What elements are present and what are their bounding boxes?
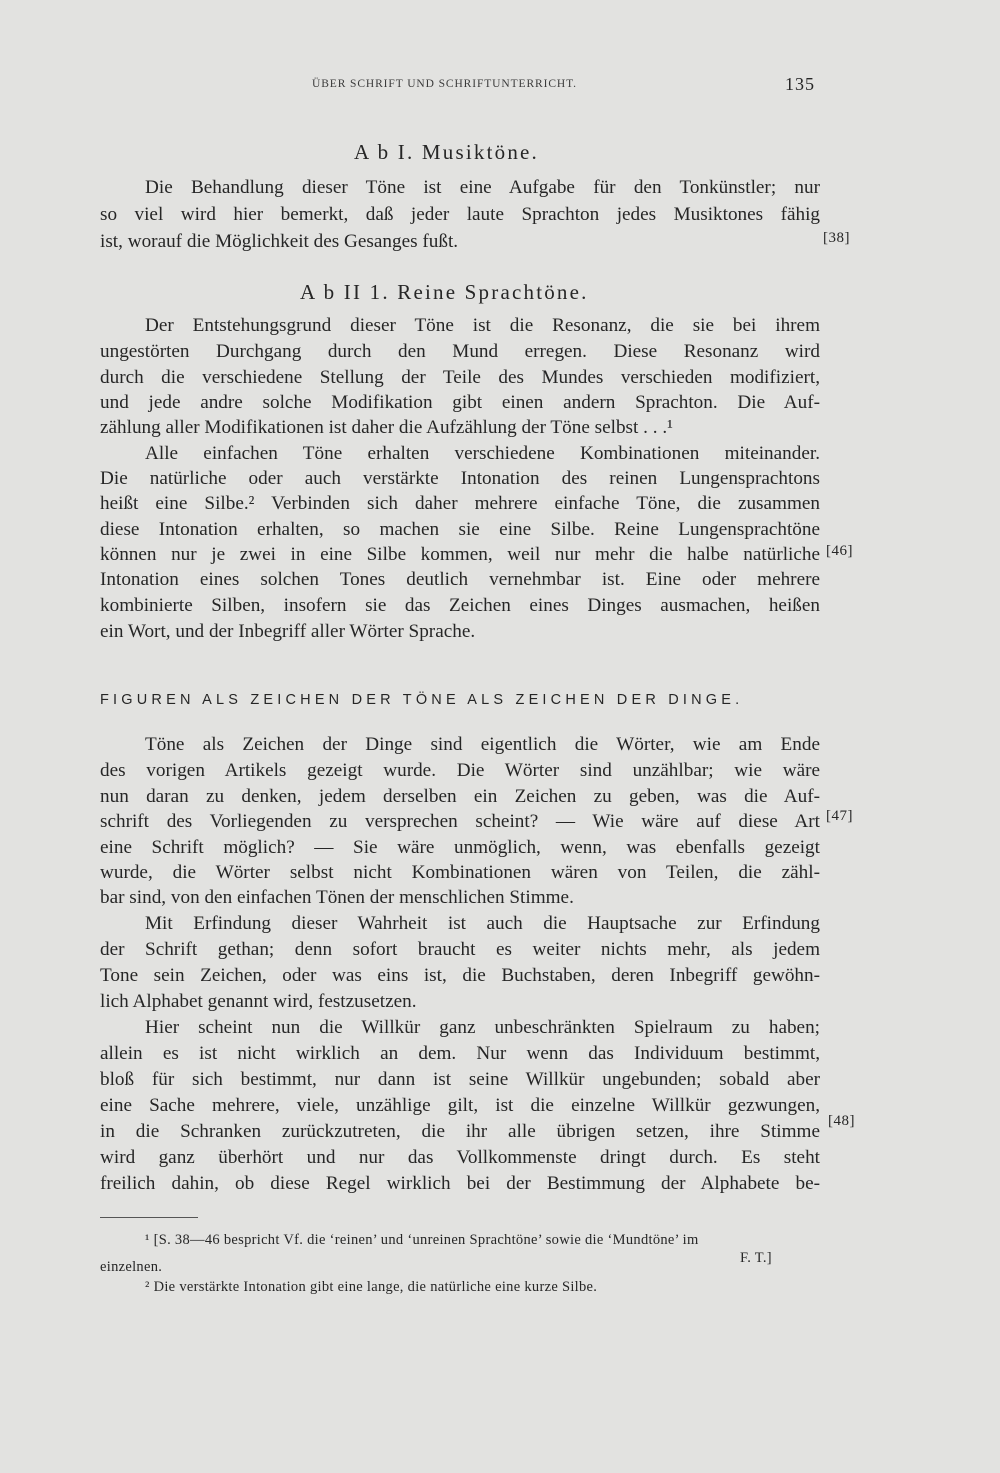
paragraph-line: ein Wort, und der Inbegriff aller Wörter Sprache. — [100, 621, 476, 642]
paragraph-line: so viel wird hier bemerkt, daß jeder laute Sprachton jedes Musiktones fähig — [100, 204, 820, 225]
margin-note: [47] — [826, 808, 853, 824]
paragraph-line: können nur je zwei in eine Silbe kommen, weil nur mehr die halbe natürliche — [100, 544, 820, 565]
footnote-separator — [100, 1217, 198, 1218]
section-heading-musiktoene: A b I. Musiktöne. — [354, 140, 539, 164]
footnote-1-signature: F. T.] — [740, 1250, 772, 1266]
paragraph-line: nun daran zu denken, jedem derselben ein Zeichen zu geben, was die Auf- — [100, 786, 820, 807]
paragraph-line: zählung aller Modifikationen ist daher die Aufzählung der Töne selbst . . .¹ — [100, 417, 673, 438]
margin-note: [46] — [826, 543, 853, 559]
paragraph-line: Die natürliche oder auch verstärkte Intonation des reinen Lungensprachtons — [100, 468, 820, 489]
paragraph-line: heißt eine Silbe.² Verbinden sich daher mehrere einfache Töne, die zusammen — [100, 493, 820, 514]
paragraph-line: Töne als Zeichen der Dinge sind eigentlich die Wörter, wie am Ende — [145, 734, 820, 755]
paragraph-line: Alle einfachen Töne erhalten verschiedene Kombinationen miteinander. — [145, 443, 820, 464]
paragraph-line: der Schrift gethan; denn sofort braucht es weiter nichts mehr, als jedem — [100, 939, 820, 960]
margin-note: [38] — [823, 230, 850, 246]
footnote-1-continuation: einzelnen. — [100, 1259, 163, 1275]
paragraph-line: ist, worauf die Möglichkeit des Gesanges fußt. — [100, 231, 459, 252]
paragraph-line: wurde, die Wörter selbst nicht Kombinationen wären von Teilen, die zähl- — [100, 862, 820, 883]
paragraph-line: durch die verschiedene Stellung der Teile des Mundes verschieden modifiziert, — [100, 367, 820, 388]
paragraph-line: bloß für sich bestimmt, nur dann ist seine Willkür ungebunden; sobald aber — [100, 1069, 820, 1090]
paragraph-line: Intonation eines solchen Tones deutlich vernehmbar ist. Eine oder mehrere — [100, 569, 820, 590]
paragraph-line: Tone sein Zeichen, oder was eins ist, die Buchstaben, deren Inbegriff gewöhn- — [100, 965, 820, 986]
paragraph-line: des vorigen Artikels gezeigt wurde. Die Wörter sind unzählbar; wie wäre — [100, 760, 820, 781]
paragraph-line: Der Entstehungsgrund dieser Töne ist die Resonanz, die sie bei ihrem — [145, 315, 820, 336]
running-title: ÜBER SCHRIFT UND SCHRIFTUNTERRICHT. — [312, 78, 577, 90]
paragraph-line: Die Behandlung dieser Töne ist eine Aufgabe für den Tonkünstler; nur — [145, 177, 820, 198]
paragraph-line: eine Sache mehrere, viele, unzählige gilt, ist die einzelne Willkür gezwungen, — [100, 1095, 820, 1116]
paragraph-line: Hier scheint nun die Willkür ganz unbeschränkten Spielraum zu haben; — [145, 1017, 820, 1038]
paragraph-line: schrift des Vorliegenden zu versprechen scheint? — Wie wäre auf diese Art — [100, 811, 820, 832]
paragraph-line: kombinierte Silben, insofern sie das Zeichen eines Dinges ausmachen, heißen — [100, 595, 820, 616]
footnote-2: ² Die verstärkte Intonation gibt eine lange, die natürliche eine kurze Silbe. — [145, 1279, 598, 1295]
paragraph-line: eine Schrift möglich? — Sie wäre unmöglich, wenn, was ebenfalls gezeigt — [100, 837, 820, 858]
section-heading-figuren: FIGUREN ALS ZEICHEN DER TÖNE ALS ZEICHEN DER DINGE. — [100, 692, 744, 708]
paragraph-line: wird ganz überhört und nur das Vollkommenste dringt durch. Es steht — [100, 1147, 820, 1168]
paragraph-line: diese Intonation erhalten, so machen sie eine Silbe. Reine Lungensprachtöne — [100, 519, 820, 540]
footnote-1: ¹ [S. 38—46 bespricht Vf. die ‘reinen’ und ‘unreinen Sprachtöne’ sowie die ‘Mundtöne’ im — [145, 1232, 699, 1248]
paragraph-line: allein es ist nicht wirklich an dem. Nur wenn das Individuum bestimmt, — [100, 1043, 820, 1064]
margin-note: [48] — [828, 1113, 855, 1129]
paragraph-line: lich Alphabet genannt wird, festzusetzen. — [100, 991, 417, 1012]
section-heading-reine-sprachtoene: A b II 1. Reine Sprachtöne. — [300, 280, 589, 304]
paragraph-line: in die Schranken zurückzutreten, die ihr alle übrigen setzen, ihre Stimme — [100, 1121, 820, 1142]
paragraph-line: und jede andre solche Modifikation gibt einen andern Sprachton. Die Auf- — [100, 392, 820, 413]
paragraph-line: freilich dahin, ob diese Regel wirklich bei der Bestimmung der Alphabete be- — [100, 1173, 820, 1194]
paragraph-line: bar sind, von den einfachen Tönen der menschlichen Stimme. — [100, 887, 574, 908]
page-number: 135 — [785, 74, 815, 94]
paragraph-line: ungestörten Durchgang durch den Mund erregen. Diese Resonanz wird — [100, 341, 820, 362]
paragraph-line: Mit Erfindung dieser Wahrheit ist auch die Hauptsache zur Erfindung — [145, 913, 820, 934]
